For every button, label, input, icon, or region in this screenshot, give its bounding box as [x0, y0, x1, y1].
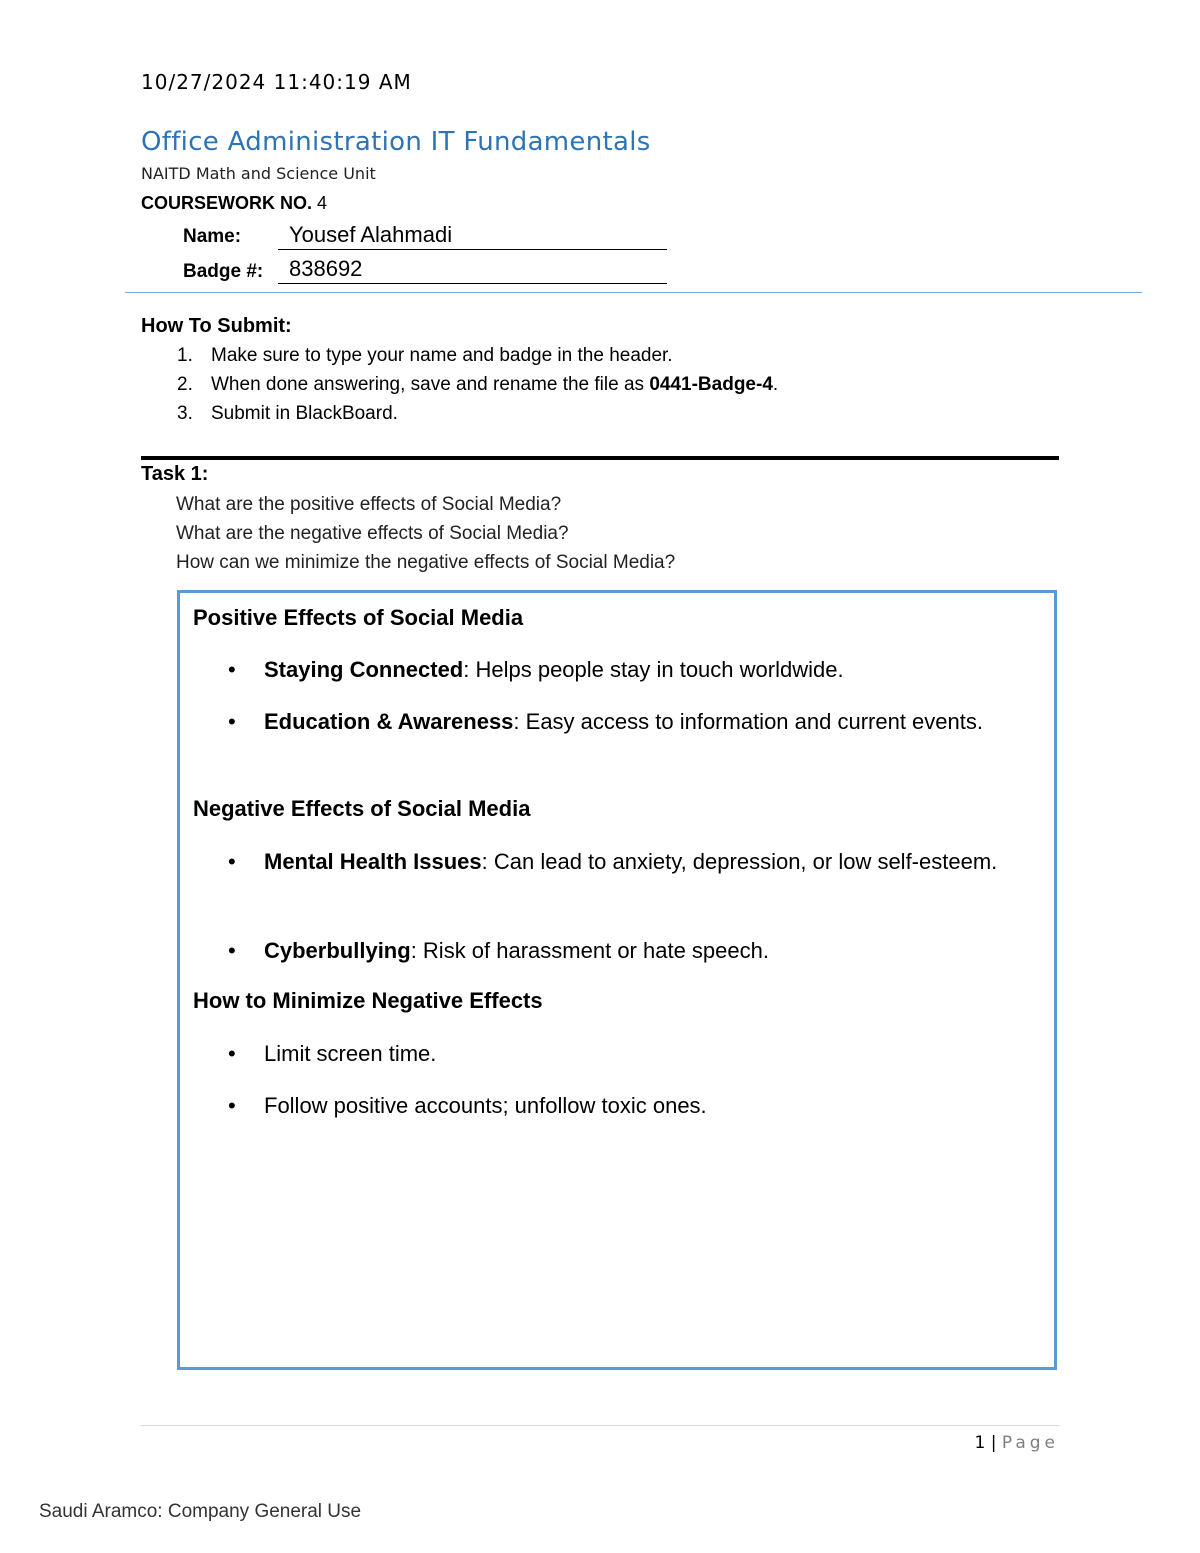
timestamp: 10/27/2024 11:40:19 AM	[141, 70, 412, 94]
bullet-icon: •	[228, 849, 236, 874]
page-number	[974, 1433, 1059, 1453]
answer-item	[228, 703, 1044, 740]
document-title: Office Administration IT Fundamentals	[141, 127, 651, 157]
section-divider	[141, 456, 1059, 460]
answer-item	[228, 932, 1044, 969]
coursework-label: COURSEWORK NO.	[141, 193, 312, 213]
answer-heading: How to Minimize Negative Effects	[193, 988, 543, 1013]
task-title: Task 1:	[141, 463, 209, 485]
question: What are the positive effects of Social Media?	[176, 494, 562, 515]
bullet-icon: •	[228, 709, 236, 734]
submit-step	[141, 372, 778, 401]
page-word: Page	[1001, 1433, 1059, 1453]
answer-item-text: Follow positive accounts; unfollow toxic ones.	[264, 1093, 707, 1118]
footer-divider	[141, 1425, 1059, 1426]
file-name: 0441-Badge-4	[649, 374, 773, 395]
bullet-icon: •	[228, 1041, 236, 1066]
step-text-end: .	[772, 374, 779, 395]
name-value[interactable]: Yousef Alahmadi	[289, 222, 453, 247]
answer-item-term: Mental Health Issues	[264, 849, 482, 874]
question: How can we minimize the negative effects of Social Media?	[176, 552, 676, 573]
answer-heading: Positive Effects of Social Media	[193, 605, 524, 630]
name-underline	[278, 249, 667, 250]
question: What are the negative effects of Social Media?	[176, 523, 569, 544]
step-text: Make sure to type your name and badge in the header.	[211, 345, 673, 366]
step-number: 3.	[177, 403, 193, 424]
coursework-line	[141, 193, 327, 214]
page-number-value: 1	[974, 1433, 986, 1453]
answer-item-text: : Risk of harassment or hate speech.	[410, 938, 769, 963]
step-text: When done answering, save and rename the file as	[211, 374, 650, 395]
answer-item	[228, 651, 1044, 688]
submit-step	[141, 401, 778, 430]
step-number: 1.	[177, 345, 193, 366]
coursework-number: 4	[317, 193, 328, 213]
answer-item-term: Staying Connected	[264, 657, 464, 682]
answer-item-text: : Can lead to anxiety, depression, or low self-esteem.	[481, 849, 998, 874]
answer-item-term: Education & Awareness	[264, 709, 514, 734]
answer-item	[228, 1087, 1044, 1124]
answer-item	[228, 1035, 1044, 1072]
answer-heading: Negative Effects of Social Media	[193, 796, 531, 821]
answer-item	[228, 843, 1044, 880]
answer-item-text: : Easy access to information and current events.	[513, 709, 983, 734]
badge-underline	[278, 283, 667, 284]
bullet-icon: •	[228, 657, 236, 682]
submit-step	[141, 343, 778, 372]
step-number: 2.	[177, 374, 193, 395]
bullet-icon: •	[228, 1093, 236, 1118]
badge-value[interactable]: 838692	[289, 256, 363, 281]
header-divider	[125, 292, 1142, 293]
bullet-icon: •	[228, 938, 236, 963]
how-to-submit-title: How To Submit:	[141, 315, 292, 337]
submit-steps-list	[141, 343, 778, 430]
answer-item-text: Limit screen time.	[264, 1041, 437, 1066]
badge-label: Badge #:	[183, 261, 264, 282]
answer-item-text: : Helps people stay in touch worldwide.	[463, 657, 844, 682]
answer-box[interactable]	[177, 590, 1057, 1370]
page-separator: |	[990, 1433, 997, 1453]
answer-item-term: Cyberbullying	[264, 938, 411, 963]
name-label: Name:	[183, 226, 242, 247]
unit-name: NAITD Math and Science Unit	[141, 164, 376, 183]
task-questions	[176, 491, 675, 578]
classification-label: Saudi Aramco: Company General Use	[39, 1501, 362, 1522]
step-text: Submit in BlackBoard.	[211, 403, 398, 424]
